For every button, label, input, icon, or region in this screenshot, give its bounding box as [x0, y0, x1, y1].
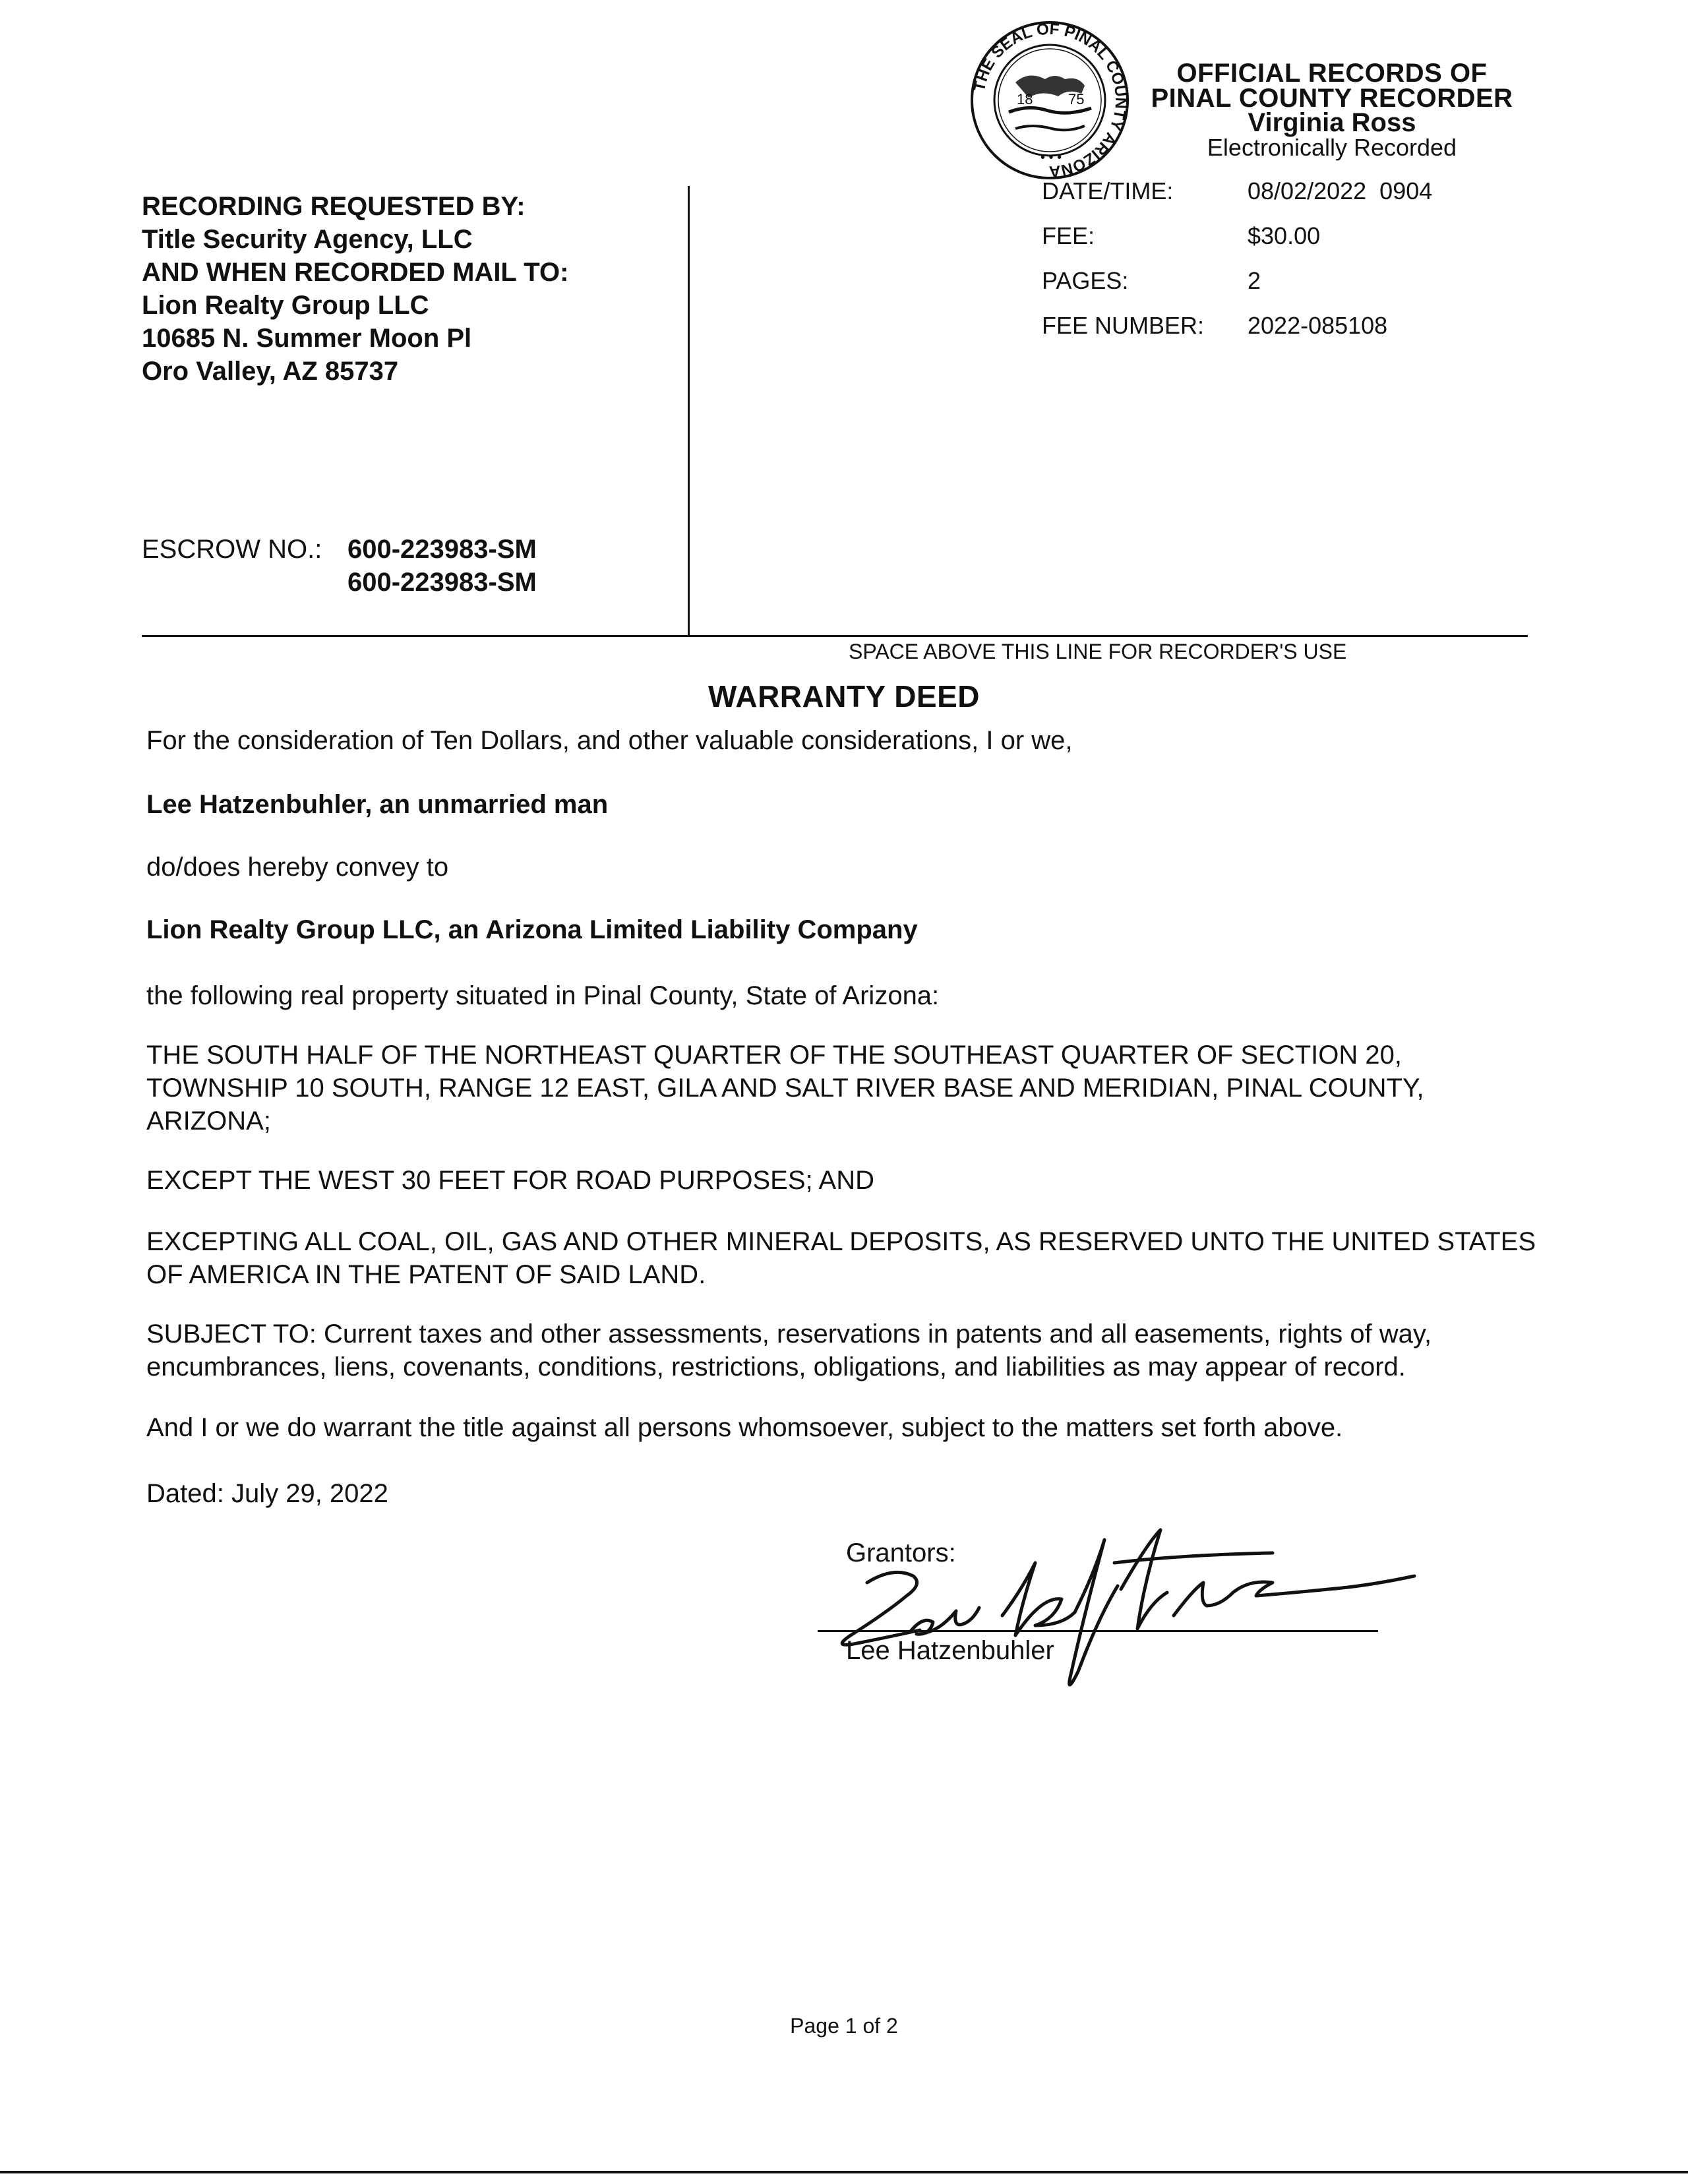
warranty-text: And I or we do warrant the title against all persons whomsoever, subject to the matters set forth above.: [146, 1413, 1343, 1442]
county-seal-icon: [969, 20, 1131, 181]
mail-to-street: 10685 N. Summer Moon Pl: [142, 324, 472, 353]
signer-name: Lee Hatzenbuhler: [846, 1636, 1054, 1665]
recorder-header: [1134, 61, 1530, 161]
recorder-name: Virginia Ross: [1248, 108, 1416, 137]
recording-value: 2022-085108: [1248, 312, 1388, 339]
svg-text:• • •: • • •: [1040, 150, 1062, 165]
escrow-block: [142, 533, 537, 599]
convey-text: do/does hereby convey to: [146, 853, 449, 882]
recorder-line1: OFFICIAL RECORDS OF: [1176, 59, 1488, 88]
requested-by-heading: RECORDING REQUESTED BY:: [142, 192, 526, 221]
grantee-text: Lion Realty Group LLC, an Arizona Limited Liability Company: [146, 915, 918, 944]
recorder-status: Electronically Recorded: [1207, 134, 1457, 161]
mail-to-name: Lion Realty Group LLC: [142, 291, 429, 320]
seal-ring-text: THE SEAL OF PINAL COUNTY ARIZONA: [970, 20, 1130, 181]
header-divider: [688, 186, 690, 636]
mail-to-heading: AND WHEN RECORDED MAIL TO:: [142, 258, 569, 287]
recorder-space-rule: [142, 635, 1528, 637]
situated-text: the following real property situated in Pinal County, State of Arizona:: [146, 981, 940, 1010]
recording-value: 08/02/2022 0904: [1248, 177, 1433, 204]
grantors-label: Grantors:: [846, 1538, 956, 1567]
handwritten-signature-icon: [804, 1517, 1464, 1708]
signature-line: [818, 1630, 1378, 1632]
recorder-line2: PINAL COUNTY RECORDER: [1151, 84, 1513, 113]
recording-label: FEE NUMBER:: [1042, 312, 1205, 339]
document-title: WARRANTY DEED: [708, 679, 980, 713]
exception-road: EXCEPT THE WEST 30 FEET FOR ROAD PURPOSES; AND: [146, 1166, 874, 1195]
seal-year-left: 18: [1017, 91, 1033, 107]
page-number: Page 1 of 2: [790, 2014, 898, 2038]
recording-label: DATE/TIME:: [1042, 177, 1174, 204]
bottom-rule: [0, 2171, 1688, 2173]
recording-label: FEE:: [1042, 222, 1095, 249]
subject-to-text: SUBJECT TO: Current taxes and other assessments, reservations in patents and all easements, rights of way, encumbrances, liens, covenants, conditions, restrictions, obligations, and liabilities as may appear of record.: [146, 1320, 1432, 1381]
consideration-text: For the consideration of Ten Dollars, and other valuable considerations, I or we,: [146, 726, 1073, 755]
recording-value: 2: [1248, 267, 1261, 294]
recorder-use-note: SPACE ABOVE THIS LINE FOR RECORDER'S USE: [849, 640, 1347, 663]
exception-minerals: EXCEPTING ALL COAL, OIL, GAS AND OTHER MINERAL DEPOSITS, AS RESERVED UNTO THE UNITED STATES OF AMERICA IN THE PATENT OF SAID LAND.: [146, 1227, 1536, 1289]
recording-label: PAGES:: [1042, 267, 1129, 294]
recording-requested-block: [142, 190, 669, 388]
escrow-number: 600-223983-SM: [347, 535, 537, 564]
mail-to-city: Oro Valley, AZ 85737: [142, 357, 399, 386]
requested-by-agency: Title Security Agency, LLC: [142, 225, 473, 254]
escrow-label: ESCROW NO.:: [142, 535, 322, 564]
legal-description: THE SOUTH HALF OF THE NORTHEAST QUARTER OF THE SOUTHEAST QUARTER OF SECTION 20, TOWNSHIP 10 SOUTH, RANGE 12 EAST, GILA AND SALT RIVER BASE AND MERIDIAN, PINAL COUNTY, ARIZONA;: [146, 1041, 1424, 1136]
recording-value: $30.00: [1248, 222, 1321, 249]
escrow-number-2: 600-223983-SM: [347, 568, 537, 597]
dated-text: Dated: July 29, 2022: [146, 1479, 388, 1508]
grantor-text: Lee Hatzenbuhler, an unmarried man: [146, 790, 609, 819]
seal-year-right: 75: [1068, 91, 1085, 107]
